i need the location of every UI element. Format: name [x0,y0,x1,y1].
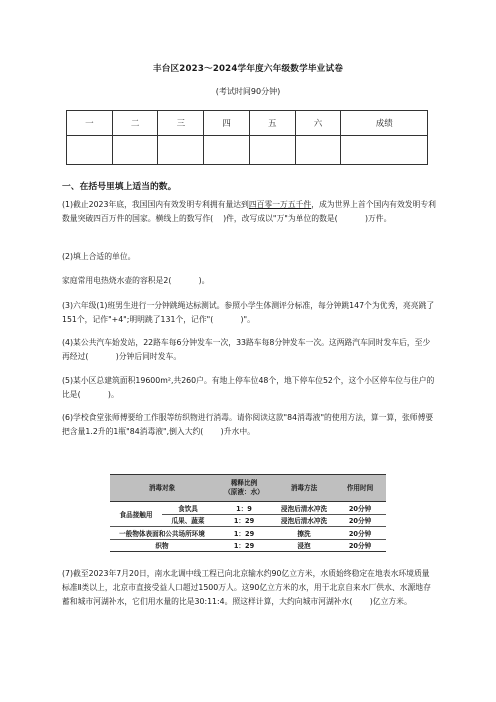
question-4: (4)某公共汽车始发站，22路车每6分钟发车一次，33路车每8分钟发车一次。这两路汽车同时发车后，至少再经过( )分钟后同时发车。 [62,338,431,362]
row-ratio: 1：9 [214,502,274,515]
score-cell[interactable] [67,136,113,165]
row-ratio: 1：29 [214,527,274,540]
header-time: 作用时间 [334,475,386,502]
row-ratio: 1：29 [214,514,274,527]
q1-text-c: ，成为世界上首个国内有效发明专利数量突破四百万件的国家。横线上的数写作( )件，改写成以"万"为单位的数是( )万件。 [62,200,436,224]
row-time: 20分钟 [334,527,386,540]
row-time: 20分钟 [334,502,386,515]
question-3: (3)六年级(1)班男生进行一分钟跳绳达标测试。参照小学生体测评分标准，每分钟跳147个为优秀，亮亮跳了151个，记作"+4";明明跳了131个，记作"( )"。 [62,301,435,325]
score-col-1: 一 [67,111,113,136]
question-2: (2)填上合适的单位。 [62,252,136,261]
score-cell[interactable] [341,136,428,165]
score-cell[interactable] [249,136,295,165]
disinfectant-usage-table [110,474,386,552]
table-row [110,502,386,515]
row-method: 浸泡后清水冲洗 [274,502,334,515]
table-row [110,527,386,540]
row-object: 织物 [110,539,214,552]
score-table [66,110,428,165]
section-1-title: 一、在括号里填上适当的数。 [62,182,177,192]
table-row [110,539,386,552]
score-col-3: 三 [158,111,204,136]
score-col-2: 二 [112,111,158,136]
header-ratio: 稀释比例 （原液：水） [214,475,274,502]
question-5: (5)某小区总建筑面积19600m²,共260户。有地上停车位48个，地下停车位52个，这个小区停车位与住户的比是( )。 [62,376,435,400]
question-7: (7)截至2023年7月20日，南水北调中线工程已向北京输水约90亿立方米，水质始终稳定在地表水环境质量标准Ⅱ类以上，北京市直接受益人口超过1500万人。这90亿立方米的水，用于北京自来水厂供水、水源地存蓄和城市河湖补水，它们用水量的比是30:11:4。照这样计算，大约向城市河湖补水( )亿立方米。 [62,569,431,607]
exam-time: (考试时间90分钟) [215,87,281,96]
score-col-5: 五 [249,111,295,136]
row-object: 一般物体表面和公共场所环境 [110,527,214,540]
question-6: (6)学校食堂张师傅要给工作服等纺织物进行消毒。请你阅读这款"84消毒液"的使用方法，算一算，张师傅要把含量1.2升的1瓶"84消毒液",倒入大约( )升水中。 [62,413,434,437]
score-cell[interactable] [158,136,204,165]
score-table-blank-row [67,136,428,165]
question-1 [62,198,436,226]
score-col-total: 成绩 [341,111,428,136]
score-cell[interactable] [204,136,250,165]
q1-text-a: (1)截止2023年底，我国国内有效发明专利拥有量达到 [62,200,249,209]
row-ratio: 1：29 [214,539,274,552]
row-method: 擦洗 [274,527,334,540]
header-method: 消毒方法 [274,475,334,502]
page-title: 丰台区2023～2024学年度六年级数学毕业试卷 [152,64,344,74]
score-table-header-row [67,111,428,136]
row-method: 浸泡 [274,539,334,552]
q1-underlined: 四百零一万五千件 [248,200,312,209]
row-method: 浸泡后清水冲洗 [274,514,334,527]
score-cell[interactable] [112,136,158,165]
row-time: 20分钟 [334,539,386,552]
question-2-line: 家庭常用电热烧水壶的容积是2( )。 [62,276,210,285]
row-object: 瓜果、蔬菜 [162,514,214,527]
row-time: 20分钟 [334,514,386,527]
score-cell[interactable] [295,136,341,165]
group-label: 食品接触用 [110,502,162,527]
disinfectant-table-header [110,475,386,502]
header-object: 消毒对象 [110,475,214,502]
score-col-6: 六 [295,111,341,136]
row-object: 食饮具 [162,502,214,515]
score-col-4: 四 [204,111,250,136]
